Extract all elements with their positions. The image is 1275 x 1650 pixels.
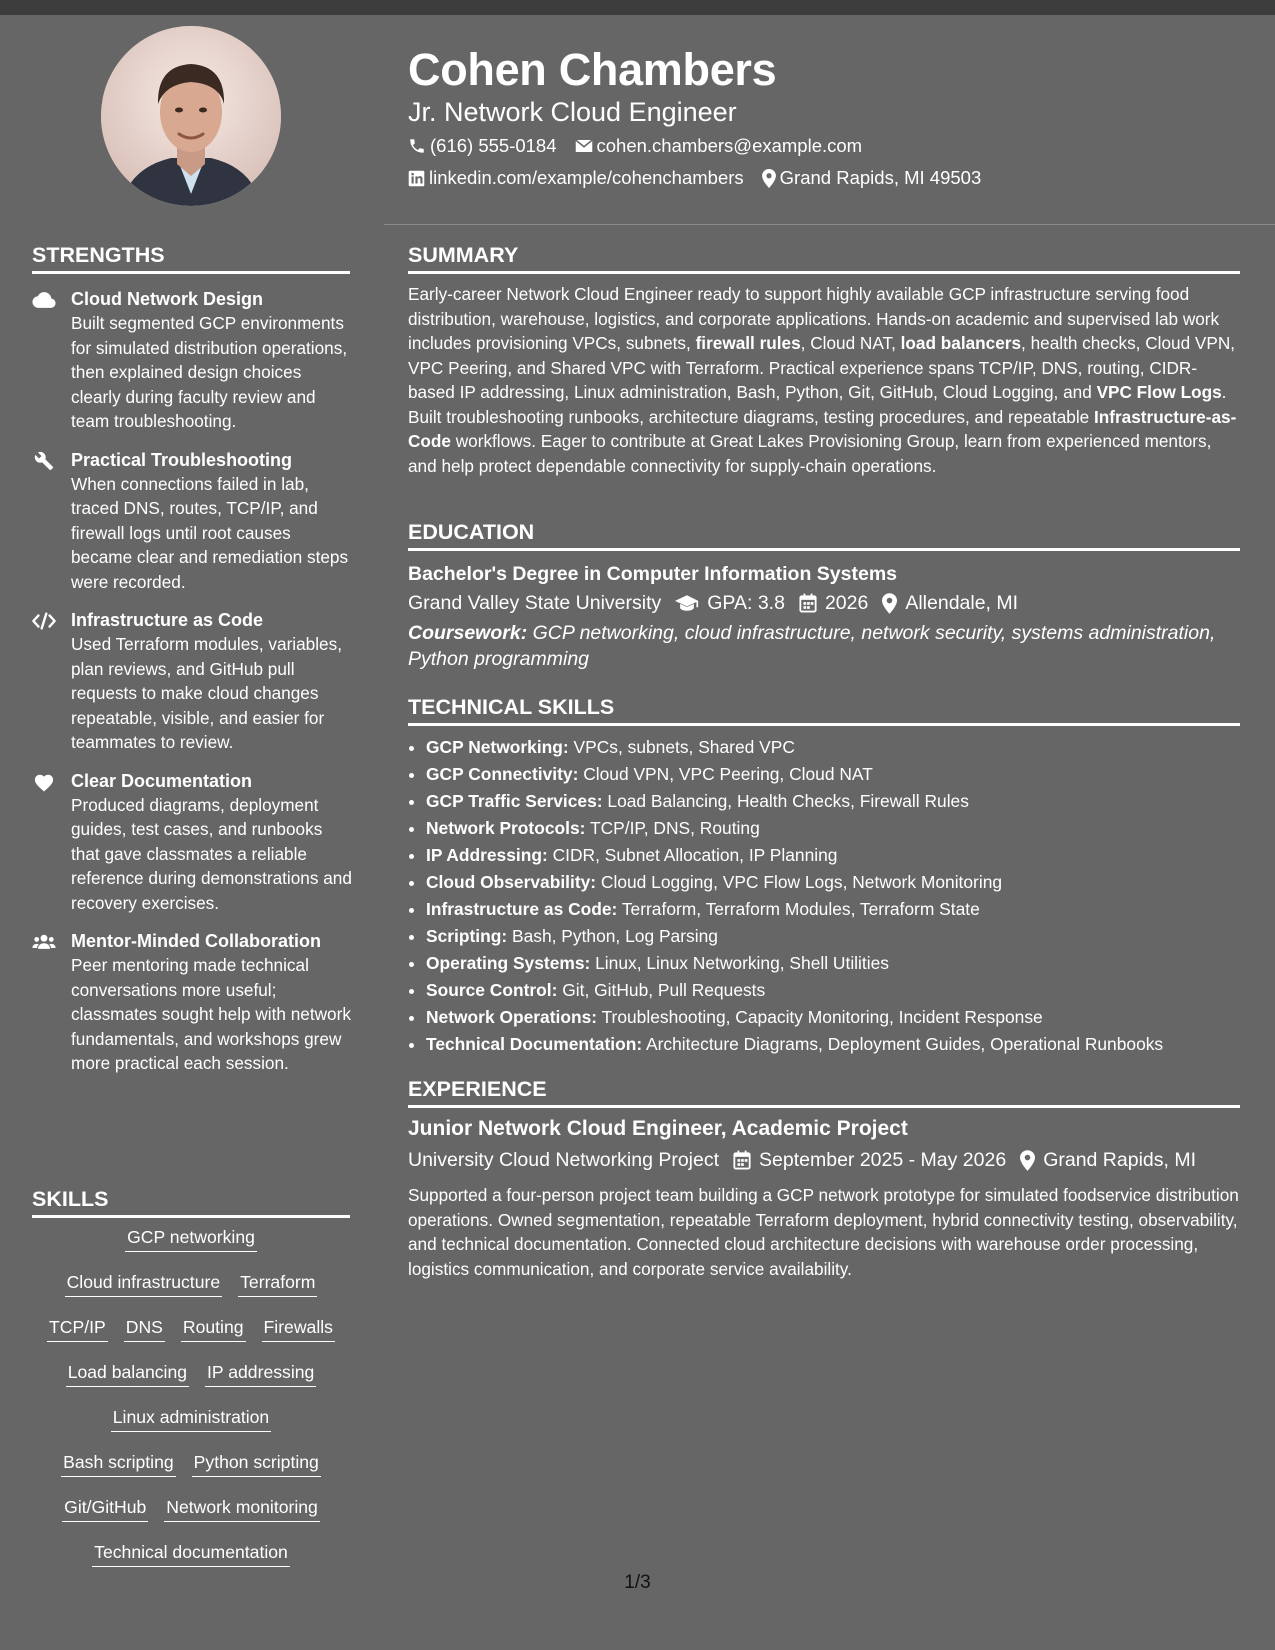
skill-value: Bash, Python, Log Parsing <box>507 926 718 946</box>
skill-label: Cloud Observability: <box>426 872 597 892</box>
skill-row <box>32 1495 350 1540</box>
exp-location-text: Grand Rapids, MI <box>1043 1149 1196 1171</box>
year-text: 2026 <box>824 592 869 614</box>
skill-value: Load Balancing, Health Checks, Firewall Rules <box>602 791 969 811</box>
linkedin-text[interactable]: linkedin.com/example/cohenchambers <box>429 167 744 188</box>
school-name <box>408 590 661 616</box>
summary-paragraph <box>408 282 1240 478</box>
map-pin-icon <box>1020 1150 1035 1171</box>
page-number: 1/3 <box>624 1572 651 1593</box>
skill-tag: Technical documentation <box>92 1540 290 1567</box>
skill-label: Operating Systems: <box>426 953 591 973</box>
strength-item <box>32 449 352 595</box>
strength-item <box>32 288 352 434</box>
strength-desc: Peer mentoring made technical conversations more useful; classmates sought help with network fundamentals, and workshops grew more practical each session. <box>71 955 351 1073</box>
list-item <box>426 842 1258 869</box>
skill-value: CIDR, Subnet Allocation, IP Planning <box>547 845 838 865</box>
experience-description: Supported a four-person project team building a GCP network prototype for simulated foodservice distribution operations. Owned segmentation, repeatable Terraform deployment, hybrid connectivity testing, observability, and technical documentation. Connected cloud architecture decisions with warehouse order processing, logistics communication, and corporate service availability. <box>408 1185 1239 1279</box>
skill-value: Linux, Linux Networking, Shell Utilities <box>590 953 889 973</box>
strengths-heading: STRENGTHS <box>32 241 350 274</box>
summary-heading: SUMMARY <box>408 241 1240 274</box>
experience-role: Junior Network Cloud Engineer, Academic Project <box>408 1117 908 1140</box>
skill-tag: Git/GitHub <box>62 1495 148 1522</box>
experience-heading: EXPERIENCE <box>408 1075 1240 1108</box>
skill-row <box>32 1405 350 1450</box>
summary-text: . Built troubleshooting runbooks, architecture diagrams, testing procedures, and repeatable <box>408 382 1227 427</box>
skill-label: Infrastructure as Code: <box>426 899 618 919</box>
calendar-icon <box>733 1150 751 1170</box>
list-item <box>426 950 1258 977</box>
users-icon <box>32 932 56 952</box>
summary-text: , Cloud NAT, <box>800 333 901 353</box>
skill-label: GCP Connectivity: <box>426 764 579 784</box>
list-item <box>426 1031 1258 1058</box>
list-item <box>426 1004 1258 1031</box>
calendar-icon <box>799 593 817 613</box>
coursework <box>408 620 1240 672</box>
list-item <box>426 923 1258 950</box>
dates-text: September 2025 - May 2026 <box>759 1149 1007 1171</box>
location-text: Grand Rapids, MI 49503 <box>779 167 982 188</box>
phone-icon <box>408 137 426 155</box>
linkedin-contact[interactable] <box>408 166 744 190</box>
experience-dates <box>733 1147 1006 1173</box>
code-icon <box>32 611 56 631</box>
grad-year <box>799 590 868 616</box>
list-item <box>426 788 1258 815</box>
phone-text: (616) 555-0184 <box>430 135 557 156</box>
skill-value: Cloud VPN, VPC Peering, Cloud NAT <box>578 764 873 784</box>
location-contact <box>762 166 982 190</box>
strength-item <box>32 930 352 1076</box>
strength-item <box>32 770 352 916</box>
education-meta <box>408 590 1240 616</box>
skill-tag: Load balancing <box>66 1360 189 1387</box>
strength-desc: When connections failed in lab, traced DNS, routes, TCP/IP, and firewall logs until root causes became clear and remediation steps were recorded. <box>71 473 349 592</box>
skill-value: Cloud Logging, VPC Flow Logs, Network Monitoring <box>596 872 1003 892</box>
gpa-text: GPA: 3.8 <box>707 592 785 614</box>
school-text: Grand Valley State University <box>408 592 662 614</box>
skill-tag: IP addressing <box>205 1360 316 1387</box>
list-item <box>426 815 1258 842</box>
coursework-text: GCP networking, cloud infrastructure, network security, systems administration, Python programming <box>408 622 1216 670</box>
cloud-icon <box>32 290 56 310</box>
top-bar <box>0 0 1275 15</box>
strength-title: Cloud Network Design <box>71 289 264 309</box>
skill-label: Source Control: <box>426 980 558 1000</box>
education-heading: EDUCATION <box>408 518 1240 551</box>
list-item <box>426 761 1258 788</box>
summary-text: Early-career Network Cloud Engineer ready to support highly available GCP infrastructure serving food distribution, warehouse, logistics, and corporate applications. Hands-on academic and supervised lab work includes provisioning VPCs, subnets, <box>408 284 1220 353</box>
candidate-name: Cohen Chambers <box>408 44 777 95</box>
contact-row-1 <box>408 134 880 158</box>
strength-title: Clear Documentation <box>71 770 253 791</box>
wrench-icon <box>32 451 56 471</box>
skill-label: Network Protocols: <box>426 818 586 838</box>
summary-emphasis: firewall rules <box>695 333 801 353</box>
skill-label: Technical Documentation: <box>426 1034 643 1054</box>
graduation-cap-icon <box>675 594 699 612</box>
skill-value: TCP/IP, DNS, Routing <box>585 818 760 838</box>
job-title: Jr. Network Cloud Engineer <box>408 97 737 127</box>
skill-tag: GCP networking <box>125 1225 257 1252</box>
edu-location-text: Allendale, MI <box>905 592 1019 614</box>
header-divider <box>384 224 1275 225</box>
skill-value: Git, GitHub, Pull Requests <box>557 980 766 1000</box>
org-text: University Cloud Networking Project <box>408 1149 720 1171</box>
degree-title: Bachelor's Degree in Computer Information Systems <box>408 563 898 585</box>
map-pin-icon <box>882 593 897 614</box>
skill-tag: TCP/IP <box>47 1315 108 1342</box>
heart-icon <box>32 772 56 792</box>
strength-title: Infrastructure as Code <box>71 610 264 630</box>
linkedin-icon <box>408 170 425 187</box>
skill-value: Terraform, Terraform Modules, Terraform State <box>617 899 980 919</box>
strength-item <box>32 609 352 755</box>
skill-tag: Linux administration <box>111 1405 271 1432</box>
strength-desc: Used Terraform modules, variables, plan reviews, and GitHub pull requests to make cloud changes repeatable, visible, and easier for teammates to review. <box>71 634 342 752</box>
skill-label: Scripting: <box>426 926 508 946</box>
skills-tags <box>32 1225 350 1585</box>
technical-skills-heading: TECHNICAL SKILLS <box>408 693 1240 726</box>
strengths-list <box>32 288 352 1091</box>
skill-row <box>32 1450 350 1495</box>
list-item <box>426 896 1258 923</box>
skill-tag: Routing <box>181 1315 246 1342</box>
envelope-icon <box>575 138 593 154</box>
skill-row <box>32 1360 350 1405</box>
profile-photo <box>101 26 281 206</box>
list-item <box>426 869 1258 896</box>
strength-title: Mentor-Minded Collaboration <box>71 931 321 951</box>
skills-heading: SKILLS <box>32 1185 350 1218</box>
skill-tag: Network monitoring <box>164 1495 320 1522</box>
contact-row-2 <box>408 166 999 190</box>
skill-tag: Firewalls <box>262 1315 335 1342</box>
skill-label: GCP Networking: <box>426 737 569 757</box>
summary-emphasis: Infrastructure-as-Code <box>408 406 1237 451</box>
experience-meta <box>408 1147 1240 1173</box>
email-text[interactable]: cohen.chambers@example.com <box>596 135 863 156</box>
summary-text: , health checks, Cloud VPN, VPC Peering, and Shared VPC with Terraform. Practical experience spans TCP/IP, DNS, routing, CIDR-based IP addressing, Linux administration, Bash, Python, Git, GitHub, Cloud Logging, and <box>408 333 1236 402</box>
email-contact[interactable] <box>575 134 863 158</box>
summary-text: workflows. Eager to contribute at Great Lakes Provisioning Group, learn from experienced mentors, and help protect dependable connectivity for supply-chain operations. <box>408 431 1212 476</box>
map-pin-icon <box>762 169 776 188</box>
coursework-label: Coursework: <box>408 622 528 644</box>
education-location <box>882 590 1018 616</box>
skill-tag: Bash scripting <box>61 1450 176 1477</box>
technical-skills-list <box>408 734 1258 1058</box>
strength-desc: Produced diagrams, deployment guides, test cases, and runbooks that gave classmates a reliable reference during demonstrations and recovery exercises. <box>71 794 352 913</box>
skill-tag: Cloud infrastructure <box>65 1270 223 1297</box>
strength-desc: Built segmented GCP environments for simulated distribution operations, then explained design choices clearly during faculty review and team troubleshooting. <box>71 313 348 431</box>
skill-label: Network Operations: <box>426 1007 598 1027</box>
skill-value: VPCs, subnets, Shared VPC <box>568 737 795 757</box>
experience-org <box>408 1147 719 1173</box>
skill-row <box>32 1225 350 1270</box>
skill-tag: DNS <box>124 1315 165 1342</box>
list-item <box>426 977 1258 1004</box>
skill-row <box>32 1315 350 1360</box>
skill-tag: Python scripting <box>192 1450 321 1477</box>
gpa <box>675 590 785 616</box>
skill-row <box>32 1270 350 1315</box>
skill-label: IP Addressing: <box>426 845 548 865</box>
skill-value: Architecture Diagrams, Deployment Guides, Operational Runbooks <box>642 1034 1164 1054</box>
list-item <box>426 734 1258 761</box>
phone-contact <box>408 134 557 158</box>
strength-title: Practical Troubleshooting <box>71 449 293 470</box>
skill-label: GCP Traffic Services: <box>426 791 603 811</box>
skill-value: Troubleshooting, Capacity Monitoring, Incident Response <box>597 1007 1043 1027</box>
summary-emphasis: load balancers <box>900 333 1022 353</box>
skill-tag: Terraform <box>238 1270 317 1297</box>
summary-emphasis: VPC Flow Logs <box>1096 382 1222 402</box>
experience-location <box>1020 1147 1196 1173</box>
